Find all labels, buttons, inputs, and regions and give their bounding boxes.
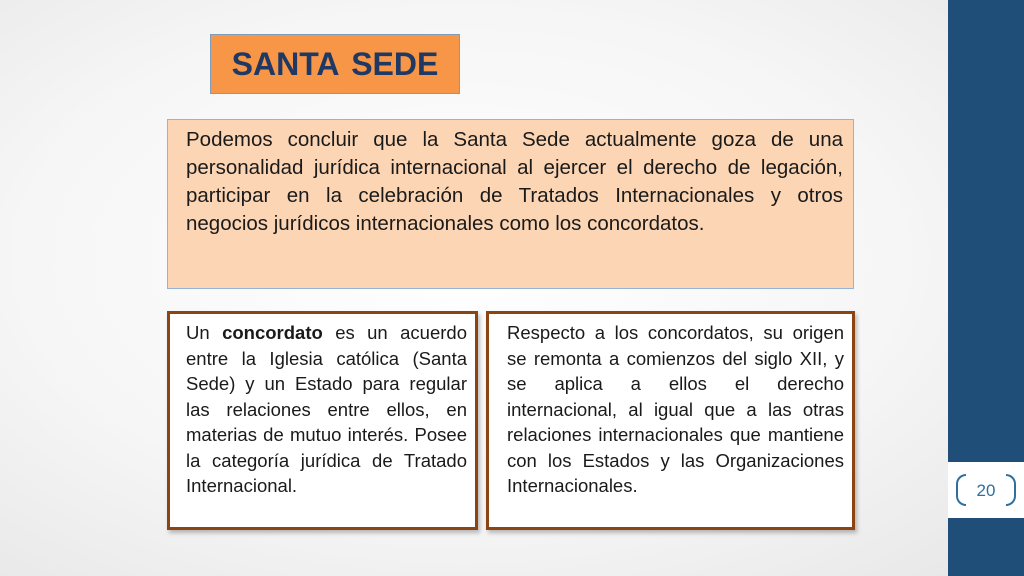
concordato-definition-text [170,320,475,499]
concordato-origin-card [486,311,855,530]
concordato-definition-card [167,311,478,530]
intro-paragraph: Podemos concluir que la Santa Sede actualmente goza de una personalidad jurídica internacional al ejercer el derecho de legación, participar en la celebración de Tratados Internacionales y otros negocios jurídicos internacionales como los concordatos. [186,128,843,235]
slide-title: SANTA SEDE [231,45,439,82]
definition-term: concordato [222,322,323,343]
definition-lead: Un [186,322,210,343]
concordato-origin-text: Respecto a los concordatos, su origen se remonta a comienzos del siglo XII, y se aplica a ellos el derecho internacional, al igual que a las otras relaciones internacionales que mantiene con los Estados y las Organizaciones Internacionales. [507,322,844,496]
right-bracket-icon [1006,474,1016,506]
title-box [210,34,460,94]
left-bracket-icon [956,474,966,506]
page-number: 20 [976,481,996,500]
intro-box [167,119,854,289]
definition-body: es un acuerdo entre la Iglesia católica (Santa Sede) y un Estado para regular las relaciones entre ellos, en materias de mutuo interés. Posee la categoría jurídica de Tratado Internacional. [186,322,467,496]
